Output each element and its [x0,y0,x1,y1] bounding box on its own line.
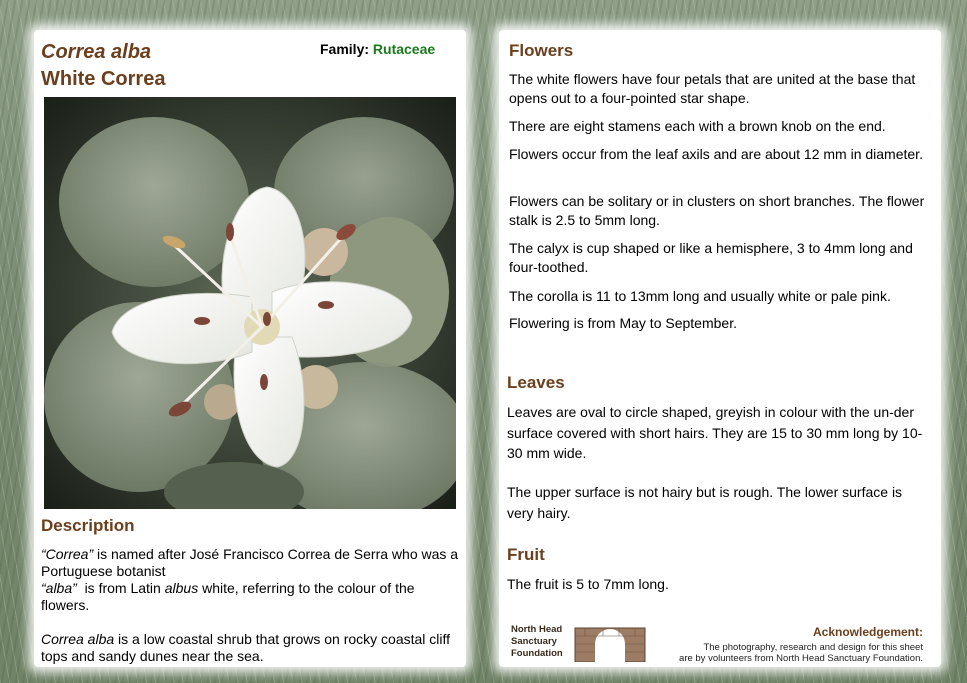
description-paragraph [41,631,465,665]
desc-text-span: is from Latin [76,580,165,596]
desc-text-span: is named after José Francisco Correa de Serra who was a Portuguese botanist [41,546,459,579]
anther [260,374,268,390]
leaves-paragraph: The upper surface is not hairy but is rough. The lower surface is very hairy. [507,484,903,521]
flowers-paragraph: There are eight stamens each with a brown knob on the end. [509,118,886,134]
logo-text [511,624,563,660]
acknowledgement-text [663,642,923,664]
ack-line: The photography, research and design for this sheet [703,642,923,653]
flowers-paragraph: Flowers can be solitary or in clusters on short branches. The flower stalk is 2.5 to 5mm long. [509,193,925,228]
leaves-heading: Leaves [507,373,565,392]
anther [194,317,210,325]
fruit-paragraph: The fruit is 5 to 7mm long. [507,576,669,592]
arch-icon [573,622,647,662]
alba-quote: “alba” [41,580,77,596]
anther [318,301,334,309]
flowers-paragraph: Flowers occur from the leaf axils and are about 12 mm in diameter. [509,146,923,162]
family-label: Family: [320,41,370,57]
left-panel [34,30,466,667]
flowers-paragraph: The white flowers have four petals that are united at the base that opens out to a four-pointed star shape. [509,71,916,106]
anther [263,312,271,326]
flowers-heading: Flowers [509,41,574,60]
flower-photo [44,97,456,509]
description-paragraph [41,580,465,614]
description-paragraph [41,546,465,580]
species-italic: Correa alba [41,631,115,647]
common-name: White Correa [41,68,166,90]
fruit-heading: Fruit [507,545,545,564]
family-value: Rutaceae [372,41,436,57]
logo-line: Foundation [511,648,563,659]
description-heading: Description [41,516,135,535]
acknowledgement-heading: Acknowledgement: [812,625,923,639]
family-line [320,41,435,57]
flowers-paragraph: The calyx is cup shaped or like a hemisphere, 3 to 4mm long and four-toothed. [509,240,913,275]
flowers-paragraph: The corolla is 11 to 13mm long and usually white or pale pink. [509,288,891,304]
logo-line: North Head [511,624,563,635]
logo-line: Sanctuary [511,636,557,647]
correa-quote: “Correa” [41,546,94,562]
species-name: Correa alba [41,41,152,63]
leaf-shape [59,117,249,287]
ack-line: are by volunteers from North Head Sanctuary Foundation. [679,653,923,664]
nhsf-logo [511,622,645,664]
flowers-paragraph: Flowering is from May to September. [509,315,737,331]
desc-text-span: is a low coastal shrub that grows on rocky coastal cliff tops and sandy dunes near the sea. [41,631,451,664]
anther [226,223,234,241]
albus-word: albus [164,580,199,596]
leaves-paragraph: Leaves are oval to circle shaped, greyish in colour with the un-der surface covered with short hairs. They are 15 to 30 mm long by 10-30 mm wide. [507,404,923,461]
desc-text-span: white, referring to the colour of the flowers. [41,580,415,613]
right-panel [499,30,941,667]
